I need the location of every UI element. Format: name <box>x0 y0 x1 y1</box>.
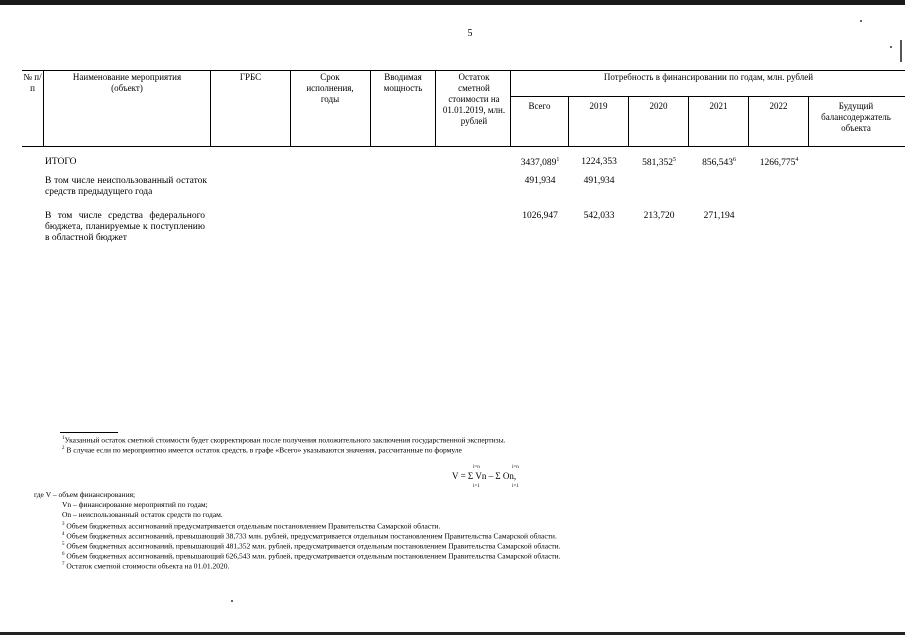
scan-speck <box>890 46 892 48</box>
row-unused-2019: 491,934 <box>583 176 615 186</box>
footnote-formula: i=n i=1 i=n i=1 V = Σ Vn – Σ On, <box>452 465 519 489</box>
header-2019: 2019 <box>589 101 608 111</box>
header-2021: 2021 <box>709 101 728 111</box>
footnote-3: $^3$ Объем бюджетных ассигнований предусматривается отдельным постановлением Правительства Самарской области. <box>62 521 441 531</box>
scan-top-edge <box>0 0 905 5</box>
scan-speck <box>231 600 233 602</box>
header-2020: 2020 <box>649 101 668 111</box>
table-border-top <box>22 70 905 71</box>
scan-speck <box>860 20 862 22</box>
row-total-sum: 3437,089$^1$ <box>520 157 560 169</box>
row-federal-2021: 271,194 <box>703 211 735 221</box>
header-funding: Потребность в финансировании по годам, млн. рублей <box>603 72 814 82</box>
footnote-1: $^1$Указанный остаток сметной стоимости будет скорректирован после получения положительного заключения государственной экспертизы. <box>62 435 506 445</box>
row-total-name: ИТОГО <box>45 157 77 167</box>
row-unused-name: В том числе неиспользованный остаток средств предыдущего года <box>45 176 207 197</box>
col-divider <box>808 96 809 147</box>
header-holder: Будущий балансодержатель объекта <box>821 101 891 133</box>
col-divider <box>43 70 44 147</box>
page-number: 5 <box>467 28 473 39</box>
col-divider <box>370 70 371 147</box>
row-total-2021: 856,543$^6$ <box>702 157 736 169</box>
row-federal-2020: 213,720 <box>643 211 675 221</box>
header-total: Всего <box>528 101 551 111</box>
footnote-where-v: где V – объем финансирования; <box>34 490 136 499</box>
row-federal-name: В том числе средства федерального бюджета, планируемые к поступлению в областной бюджет <box>45 211 205 243</box>
header-term: Срок исполнения, годы <box>306 72 354 104</box>
row-total-2020: 581,352$^5$ <box>642 157 676 169</box>
header-balance: Остаток сметной стоимости на 01.01.2019, млн. рублей <box>442 72 506 126</box>
col-divider <box>435 70 436 147</box>
header-grbs: ГРБС <box>239 72 262 82</box>
footnote-5: $^5$ Объем бюджетных ассигнований, превышающий 481,352 млн. рублей, предусматривается отдельным постановлением Правительства Самарской области. <box>62 541 561 551</box>
col-divider <box>290 70 291 147</box>
scan-bottom-edge <box>0 632 905 635</box>
header-capacity: Вводимая мощность <box>383 72 423 93</box>
footnote-2: $^2$ В случае если по мероприятию имеется остаток средств, в графе «Всего» указываются значения, рассчитанные по формуле <box>62 445 462 455</box>
header-num: № п/п <box>23 72 42 93</box>
scan-right-mark <box>900 40 902 62</box>
footnote-separator <box>60 432 118 433</box>
footnote-6: $^6$ Объем бюджетных ассигнований, превышающий 626,543 млн. рублей, предусматривается отдельным постановлением Правительства Самарской области. <box>62 551 561 561</box>
footnote-4: $^4$ Объем бюджетных ассигнований, превышающий 38,733 млн. рублей, предусматривается отдельным постановлением Правительства Самарской области. <box>62 531 557 541</box>
table-header <box>22 70 905 147</box>
table-border-bottom <box>22 146 905 147</box>
row-total-2022: 1266,775$^4$ <box>759 157 799 169</box>
footnote-7: $^7$ Остаток сметной стоимости объекта на 01.01.2020. <box>62 561 230 571</box>
header-name: Наименование мероприятия (объект) <box>72 72 182 93</box>
row-federal-2019: 542,033 <box>583 211 615 221</box>
header-2022: 2022 <box>769 101 788 111</box>
footnote-where-vn: Vn – финансирование мероприятий по годам; <box>62 500 208 509</box>
row-total-2019: 1224,353 <box>581 157 617 167</box>
row-unused-sum: 491,934 <box>524 176 556 186</box>
footnote-where-on: On – неиспользованный остаток средств по годам. <box>62 510 223 519</box>
table-subheader-line <box>510 96 905 97</box>
row-federal-sum: 1026,947 <box>522 211 558 221</box>
